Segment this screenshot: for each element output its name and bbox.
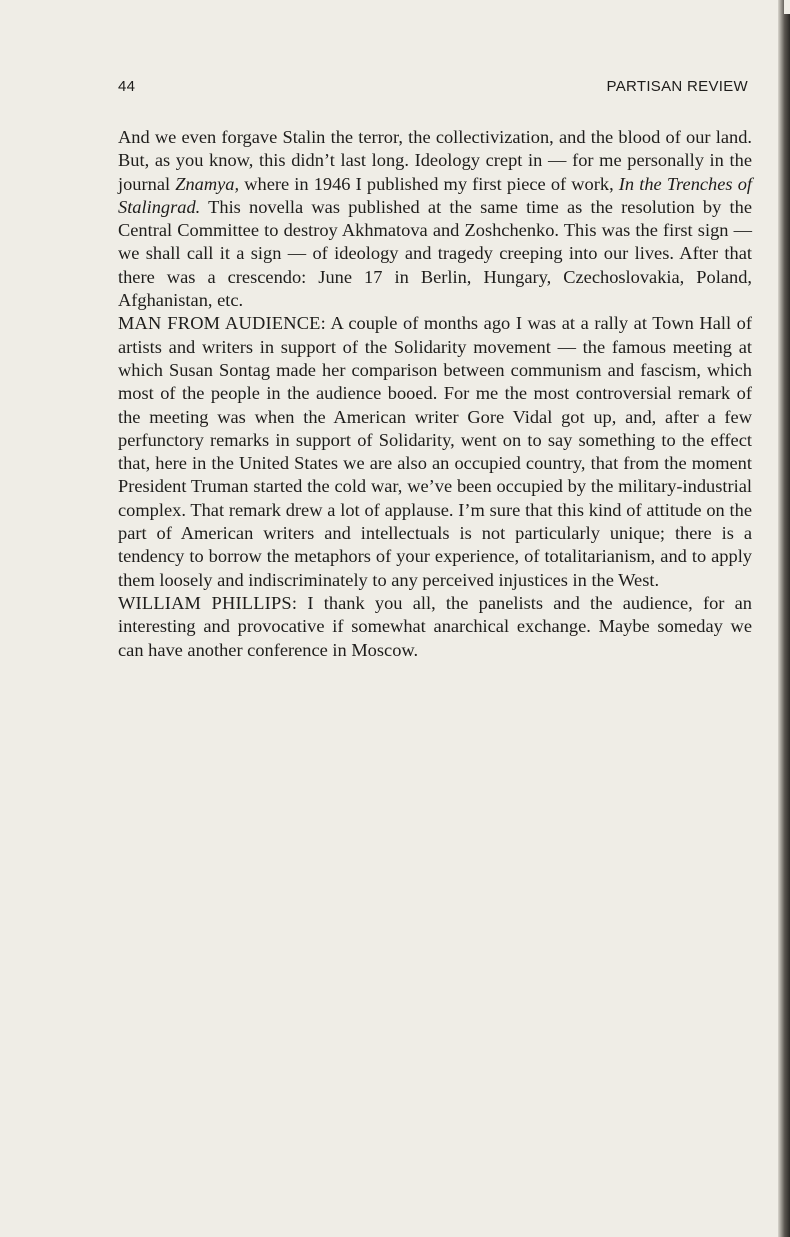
page-header — [118, 78, 748, 102]
running-head: PARTISAN REVIEW — [606, 78, 748, 95]
paragraph-william-phillips: WILLIAM PHILLIPS: I thank you all, the panelists and the audience, for an interesting and provocative if somewhat anarchical exchange. Maybe someday we can have another conference in Moscow. — [118, 592, 752, 660]
page-edge-shadow — [778, 0, 790, 1237]
journal-title: Znamya, — [175, 173, 240, 194]
book-title: In the Trenches of Stalingrad. — [118, 173, 752, 217]
speaker-label: WILLIAM PHILLIPS: — [118, 592, 298, 613]
paragraph-intro: And we even forgave Stalin the terror, the collectivization, and the blood of our land. But, as you know, this didn’t last long. Ideology crept in — for me personally in the journal Znamya, where in 1946 I published my first piece of work, In the Trenches of Stalingrad. This novella was published at the same time as the resolution by the Central Committee to destroy Akhmatova and Zoshchenko. This was the first sign — we shall call it a sign — of ideology and tragedy creeping into our lives. After that there was a crescendo: June 17 in Berlin, Hungary, Czechoslovakia, Poland, Afghanistan, etc. — [118, 127, 752, 311]
speaker-label: MAN FROM AUDIENCE: — [118, 313, 326, 334]
page-number: 44 — [118, 78, 136, 95]
body-text — [118, 126, 752, 662]
paragraph-man-from-audience: MAN FROM AUDIENCE: A couple of months ago I was at a rally at Town Hall of artists and writers in support of the Solidarity movement — the famous meeting at which Susan Sontag made her comparison between communism and fascism, which most of the people in the audience booed. For me the most controversial remark of the meeting was when the American writer Gore Vidal got up, and, after a few perfunctory remarks in support of Solidarity, went on to say something to the effect that, here in the United States we are also an occupied country, that from the moment President Truman started the cold war, we’ve been occupied by the military-industrial complex. That remark drew a lot of applause. I’m sure that this kind of attitude on the part of American writers and intellectuals is not particularly unique; there is a tendency to borrow the metaphors of your experience, of totalitarianism, and to apply them loosely and indiscriminately to any perceived injustices in the West. — [118, 313, 752, 590]
page-edge-nick — [784, 0, 790, 14]
